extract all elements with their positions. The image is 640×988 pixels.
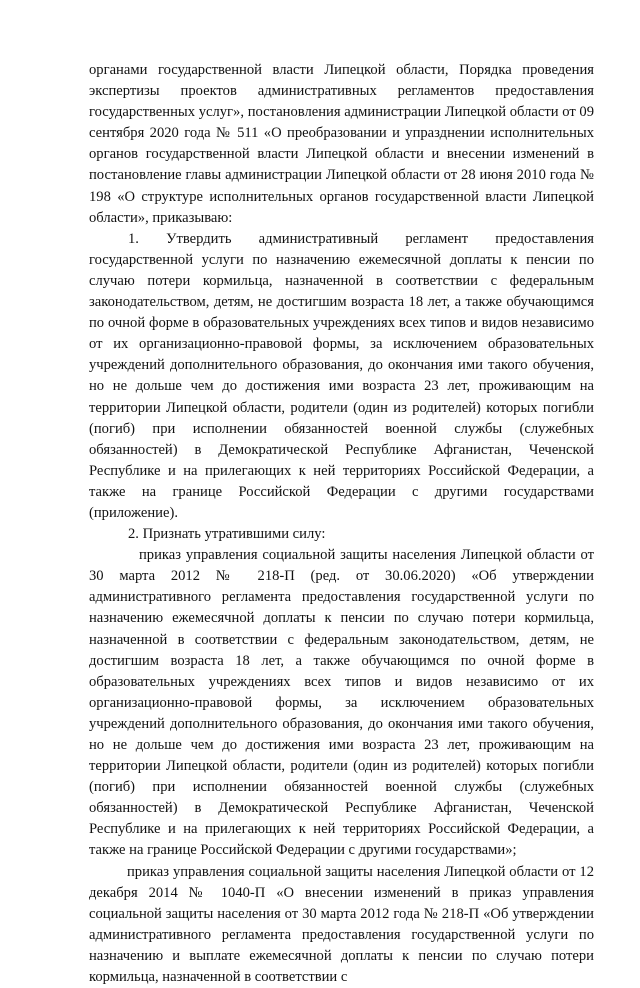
repealed-order-2012-paragraph: приказ управления социальной защиты населения Липецкой области от 30 марта 2012 № 218-П (ред. от 30.06.2020) «Об утверждении административного регламента предоставления государственной услуги по назначению ежемесячной доплаты к пенсии по случаю потери кормильца, назначенной в соответствии с федеральным законодательством, детям, не достигшим возраста 18 лет, а также обучающимся по очной форме в образовательных учреждениях всех типов и видов независимо от их организационно-правовой формы, за исключением образовательных учреждений дополнительного образования, до окончания ими такого обучения, но не дольше чем до достижения ими возраста 23 лет, проживающим на территории Липецкой области, родители (один из родителей) которых погибли (погиб) при исполнении обязанностей военной службы (служебных обязанностей) в Демократической Республике Афганистан, Чеченской Республике и на прилегающих к ней территориях Российской Федерации, а также на границе Российской Федерации с другими государствами»; (89, 547, 594, 859)
document-body (89, 60, 594, 988)
item-2-paragraph: 2. Признать утратившими силу: (128, 526, 326, 543)
item-1-paragraph: 1. Утвердить административный регламент предоставления государственной услуги по назначению ежемесячной доплаты к пенсии по случаю потери кормильца, назначенной в соответствии с федеральным законодательством, детям, не достигшим возраста 18 лет, а также обучающимся по очной форме в образовательных учреждениях всех типов и видов независимо от их организационно-правовой формы, за исключением образовательных учреждений дополнительного образования, до окончания ими такого обучения, но не дольше чем до достижения ими возраста 23 лет, проживающим на территории Липецкой области, родители (один из родителей) которых погибли (погиб) при исполнении обязанностей военной службы (служебных обязанностей) в Демократической Республике Афганистан, Чеченской Республике и на прилегающих к ней территориях Российской Федерации, а также на границе Российской Федерации с другими государствами (приложение). (89, 230, 594, 521)
intro-paragraph: органами государственной власти Липецкой области, Порядка проведения экспертизы проектов административных регламентов предоставления государственных услуг», постановления администрации Липецкой области от 09 сентября 2020 года № 511 «О преобразовании и упразднении исполнительных органов государственной власти Липецкой области и внесении изменений в постановление главы администрации Липецкой области от 28 июня 2010 года № 198 «О структуре исполнительных органов государственной власти Липецкой области», приказываю: (89, 62, 594, 226)
repealed-order-2014-paragraph: приказ управления социальной защиты населения Липецкой области от 12 декабря 2014 № 1040-П «О внесении изменений в приказ управления социальной защиты населения от 30 марта 2012 года № 218-П «Об утверждении административного регламента предоставления государственной услуги по назначению и выплате ежемесячной доплаты к пенсии по случаю потери кормильца, назначенной в соответствии с (89, 863, 594, 986)
